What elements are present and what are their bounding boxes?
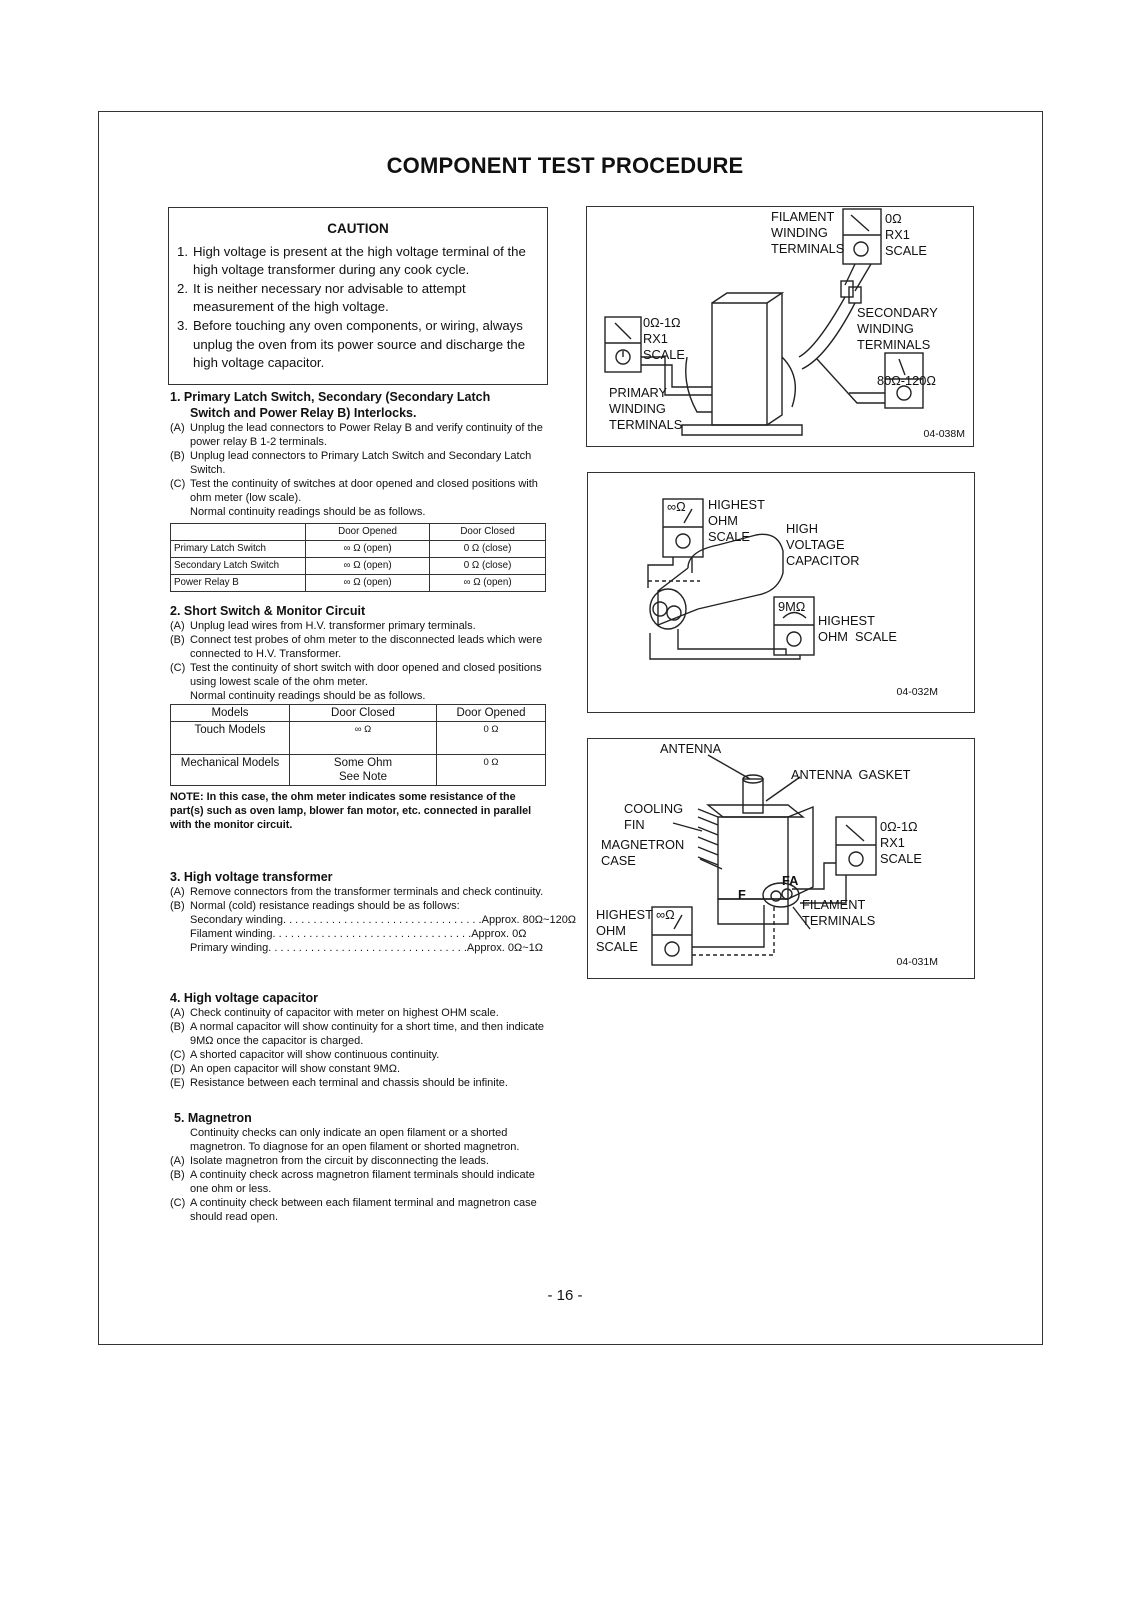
table-cell: 0 Ω (close): [430, 541, 546, 558]
caution-list: [169, 243, 547, 373]
table-row: [171, 541, 546, 558]
table-header-row: [171, 524, 546, 541]
antenna-gasket-label: ANTENNA GASKET: [791, 767, 911, 782]
section-1: [170, 389, 548, 592]
section-3: [170, 869, 577, 955]
step-label: (C): [170, 1049, 186, 1061]
section-5: [170, 1110, 548, 1224]
magnetron-case-label: MAGNETRON CASE: [601, 837, 685, 868]
table-cell: ∞ Ω (open): [306, 575, 430, 592]
table-header: Door Closed: [290, 705, 437, 722]
figure-magnetron: [587, 738, 975, 979]
step-text: Test the continuity of short switch with door opened and closed positions using lowest scale of the ohm meter.: [190, 662, 542, 688]
step-text: Check continuity of capacitor with meter on highest OHM scale.: [190, 1007, 499, 1019]
step-item: [170, 1048, 548, 1062]
highest-ohm-scale-label: HIGHEST OHM SCALE: [596, 907, 653, 954]
caution-heading: CAUTION: [327, 221, 389, 236]
section-5-intro: Continuity checks can only indicate an open filament or a shorted magnetron. To diagnose for an open filament or shorted magnetron.: [190, 1127, 520, 1153]
step-label: (B): [170, 900, 185, 912]
section-5-heading: 5. Magnetron: [174, 1111, 252, 1125]
terminal-fa-label: FA: [782, 873, 799, 888]
secondary-range-label: 80Ω-120Ω: [877, 373, 936, 388]
step-item: [170, 477, 548, 505]
table-cell: ∞ Ω (open): [430, 575, 546, 592]
step-item: [170, 1154, 548, 1168]
table-cell: ∞ Ω (open): [306, 558, 430, 575]
step-text: A continuity check between each filament terminal and magnetron case should read open.: [190, 1197, 537, 1223]
step-text: A shorted capacitor will show continuous continuity.: [190, 1049, 440, 1061]
caution-item-num: 3.: [177, 317, 188, 333]
normal-readings-text: Normal continuity readings should be as follows.: [190, 506, 426, 518]
right-meter-scale-label: 0Ω-1Ω RX1 SCALE: [880, 819, 922, 866]
high-voltage-capacitor-label: HIGH VOLTAGE CAPACITOR: [786, 521, 860, 568]
reading-row: [190, 927, 527, 941]
step-label: (B): [170, 1169, 185, 1181]
terminal-f-label: F: [738, 887, 746, 902]
section-4: [170, 990, 548, 1090]
step-text: Test the continuity of switches at door opened and closed positions with ohm meter (low scale).: [190, 478, 538, 504]
caution-item-text: It is neither necessary nor advisable to attempt measurement of the high voltage.: [193, 280, 466, 315]
table-cell: Mechanical Models: [171, 755, 290, 786]
left-meter-scale-label: 0Ω-1Ω RX1 SCALE: [643, 315, 685, 362]
reading-name: Secondary winding: [190, 914, 283, 926]
table-cell: Primary Latch Switch: [171, 541, 306, 558]
section-1-heading: 1. Primary Latch Switch, Secondary (Secondary Latch: [170, 390, 491, 404]
table-cell: 0 Ω (close): [430, 558, 546, 575]
section-2-heading: 2. Short Switch & Monitor Circuit: [170, 604, 366, 618]
step-label: (B): [170, 450, 185, 462]
step-label: (A): [170, 886, 185, 898]
step-item: [170, 1020, 548, 1048]
reading-value: Approx. 80Ω~120Ω: [481, 914, 577, 926]
meter-symbol-top: ∞Ω: [667, 499, 686, 514]
step-item: [170, 1168, 548, 1196]
section-3-heading: 3. High voltage transformer: [170, 870, 333, 884]
table-header: Models: [171, 705, 290, 722]
step-label: (B): [170, 1021, 185, 1033]
step-text: Connect test probes of ohm meter to the disconnected leads which were connected to H.V. Transformer.: [190, 634, 543, 660]
reading-name: Primary winding: [190, 942, 269, 954]
filament-terminals-label: FILAMENT TERMINALS: [802, 897, 876, 928]
see-note-text: See Note: [339, 771, 387, 783]
step-text: Unplug lead connectors to Primary Latch Switch and Secondary Latch Switch.: [190, 450, 532, 476]
meter-symbol-label: ∞Ω: [656, 907, 675, 922]
top-meter-scale-label: 0Ω RX1 SCALE: [885, 211, 927, 258]
figure-capacitor: [587, 472, 975, 713]
table-cell: 0 Ω: [437, 722, 546, 755]
table-header: [171, 524, 306, 541]
reading-row: [190, 913, 577, 927]
step-text: Remove connectors from the transformer terminals and check continuity.: [190, 886, 544, 898]
interlock-table: [170, 523, 546, 592]
step-text: A continuity check across magnetron filament terminals should indicate one ohm or less.: [190, 1169, 535, 1195]
section-2: [170, 603, 548, 832]
step-item: [170, 661, 548, 689]
note: [170, 790, 548, 832]
primary-winding-terminals-label: PRIMARY WINDING TERMINALS: [609, 385, 683, 432]
secondary-winding-terminals-label: SECONDARY WINDING TERMINALS: [857, 305, 938, 352]
caution-item-num: 1.: [177, 243, 188, 259]
table-header-row: [171, 705, 546, 722]
caution-item-text: High voltage is present at the high voltage terminal of the high voltage transformer during any cook cycle.: [193, 243, 526, 278]
highest-ohm-scale-top-label: HIGHEST OHM SCALE: [708, 497, 765, 544]
step-item: [170, 449, 548, 477]
meter-9m-label: 9MΩ: [778, 599, 806, 614]
reading-value: Approx. 0Ω: [471, 928, 527, 940]
highest-ohm-scale-right-label: HIGHEST OHM SCALE: [818, 613, 897, 644]
caution-item: [169, 243, 537, 280]
capacitor-drawing: [588, 473, 974, 712]
cooling-fin-label: COOLING FIN: [624, 801, 684, 832]
readings-list: [170, 913, 577, 955]
reading-name: Filament winding: [190, 928, 273, 940]
table-cell: Power Relay B: [171, 575, 306, 592]
step-item: [170, 619, 548, 633]
section-4-heading: 4. High voltage capacitor: [170, 991, 318, 1005]
figure-code: 04-031M: [896, 956, 938, 968]
step-item: [170, 899, 548, 913]
step-item: [170, 1076, 548, 1090]
reading-row: [190, 941, 543, 955]
step-item: [170, 1062, 548, 1076]
table-cell: ∞ Ω (open): [306, 541, 430, 558]
table-row: [171, 575, 546, 592]
normal-readings-text: Normal continuity readings should be as follows.: [190, 690, 426, 702]
step-text: Unplug lead wires from H.V. transformer primary terminals.: [190, 620, 476, 632]
step-text: An open capacitor will show constant 9MΩ.: [190, 1063, 400, 1075]
page-title: COMPONENT TEST PROCEDURE: [386, 153, 744, 178]
step-label: (D): [170, 1063, 186, 1075]
figure-transformer: [586, 206, 974, 447]
step-item: [170, 1006, 548, 1020]
antenna-label: ANTENNA: [660, 741, 722, 756]
table-cell: Secondary Latch Switch: [171, 558, 306, 575]
step-text: Normal (cold) resistance readings should be as follows:: [190, 900, 460, 912]
step-item: [170, 633, 548, 661]
table-header: Door Closed: [430, 524, 546, 541]
leader-dots: . . . . . . . . . . . . . . . . . . . . . . . . . . . . . . . . .: [272, 928, 472, 940]
step-label: (E): [170, 1077, 185, 1089]
table-header: Door Opened: [437, 705, 546, 722]
reading-value: Approx. 0Ω~1Ω: [466, 942, 543, 954]
table-header: Door Opened: [306, 524, 430, 541]
step-text: Resistance between each terminal and chassis should be infinite.: [190, 1077, 508, 1089]
table-cell: 0 Ω: [437, 755, 546, 786]
short-switch-table: [170, 704, 546, 786]
step-label: (C): [170, 1197, 186, 1209]
step-label: (A): [170, 422, 185, 434]
leader-dots: . . . . . . . . . . . . . . . . . . . . . . . . . . . . . . . . .: [268, 942, 467, 954]
caution-item-text: Before touching any oven components, or wiring, always unplug the oven from its power source and discharge the high voltage capacitor.: [193, 317, 526, 371]
step-label: (A): [170, 620, 185, 632]
step-text: Unplug the lead connectors to Power Relay B and verify continuity of the power relay B 1-2 terminals.: [190, 422, 543, 448]
note-label: NOTE:: [170, 791, 204, 803]
step-label: (B): [170, 634, 185, 646]
filament-winding-terminals-label: FILAMENT WINDING TERMINALS: [771, 209, 845, 256]
caution-item: [169, 280, 537, 317]
step-label: (A): [170, 1007, 185, 1019]
caution-item: [169, 317, 537, 373]
table-row: [171, 755, 546, 786]
step-label: (A): [170, 1155, 185, 1167]
step-item: [170, 1196, 548, 1224]
step-label: (C): [170, 662, 186, 674]
table-cell: ∞ Ω: [290, 722, 437, 755]
step-text: A normal capacitor will show continuity for a short time, and then indicate 9MΩ once the capacitor is charged.: [190, 1021, 545, 1047]
step-item: [170, 885, 548, 899]
caution-box: [168, 207, 548, 385]
step-text: Isolate magnetron from the circuit by disconnecting the leads.: [190, 1155, 489, 1167]
table-cell-text: Some Ohm: [333, 757, 393, 769]
table-row: [171, 558, 546, 575]
step-label: (C): [170, 478, 186, 490]
table-cell: Touch Models: [171, 722, 290, 755]
caution-item-num: 2.: [177, 280, 188, 296]
step-item: [170, 421, 548, 449]
note-text: In this case, the ohm meter indicates some resistance of the part(s) such as oven lamp, blower fan motor, etc. connected in parallel with the monitor circuit.: [170, 791, 532, 831]
leader-dots: . . . . . . . . . . . . . . . . . . . . . . . . . . . . . . . . .: [282, 914, 482, 926]
section-1-heading-cont: Switch and Power Relay B) Interlocks.: [190, 406, 417, 420]
figure-code: 04-032M: [896, 686, 938, 698]
table-cell: [290, 755, 437, 786]
figure-code: 04-038M: [923, 428, 965, 440]
table-row: [171, 722, 546, 755]
page-number: - 16 -: [547, 1287, 583, 1304]
